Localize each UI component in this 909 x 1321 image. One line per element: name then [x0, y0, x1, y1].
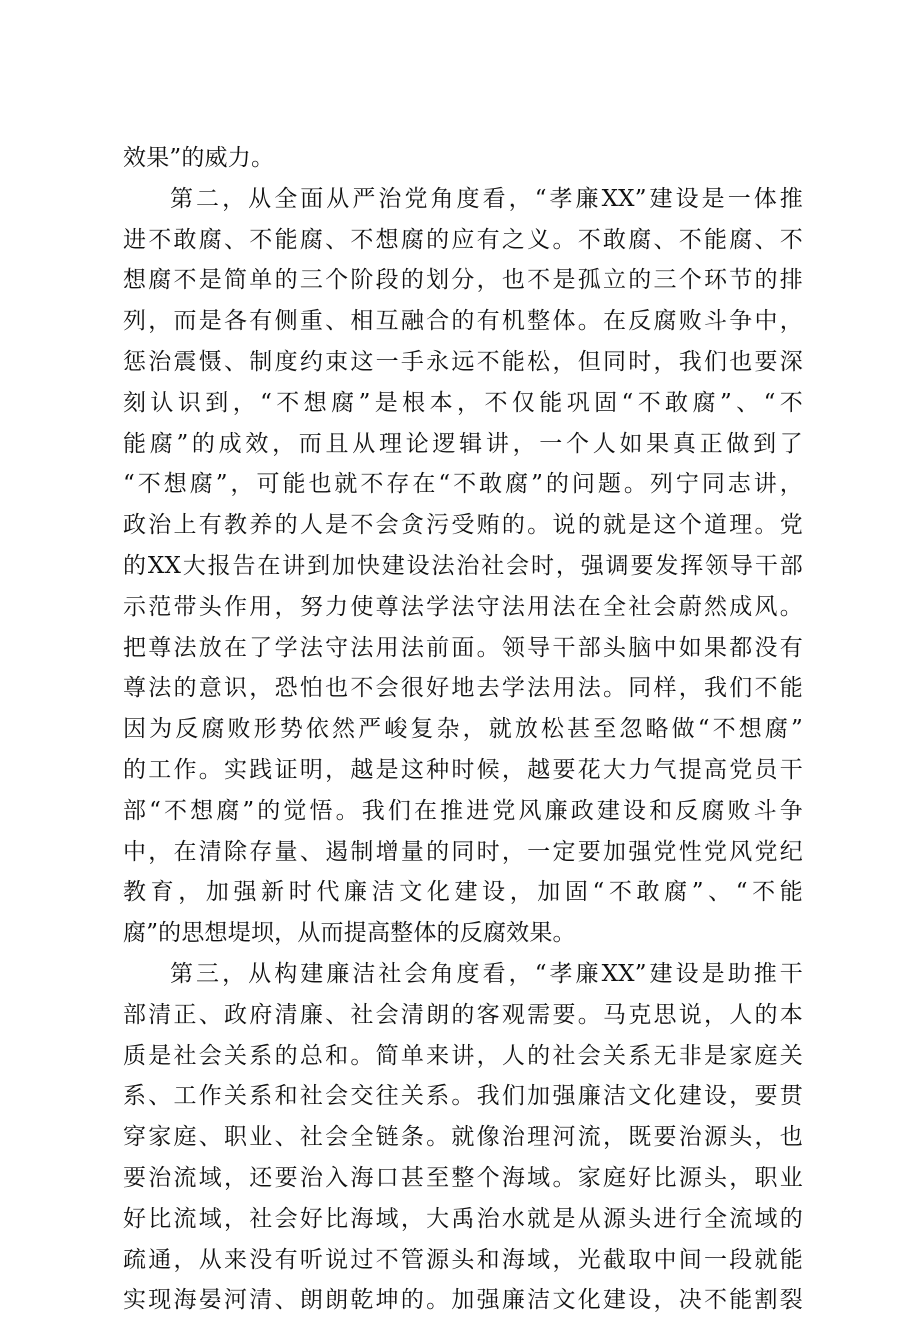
text-line: 尊法的意识，恐怕也不会很好地去学法用法。同样，我们不能 [123, 675, 803, 702]
text-line: 能腐”的成效，而且从理论逻辑讲，一个人如果真正做到了 [123, 430, 803, 457]
text-line: 效果”的威力。 [123, 145, 275, 171]
text-line: 腐”的思想堤坝，从而提高整体的反腐效果。 [123, 920, 576, 947]
text-line: 刻认识到，“不想腐”是根本，不仅能巩固“不敢腐”、“不 [123, 389, 803, 416]
text-line: 好比流域，社会好比海域，大禹治水就是从源头进行全流域的 [123, 1205, 803, 1232]
text-line: 中，在清除存量、遏制增量的同时，一定要加强党性党风党纪 [123, 838, 803, 865]
text-line: 列，而是各有侧重、相互融合的有机整体。在反腐败斗争中， [123, 308, 803, 335]
text-line: 第三，从构建廉洁社会角度看，“孝廉XX”建设是助推干 [170, 960, 803, 987]
text-line: 把尊法放在了学法守法用法前面。领导干部头脑中如果都没有 [123, 634, 803, 661]
text-line: 实现海晏河清、朗朗乾坤的。加强廉洁文化建设，决不能割裂 [123, 1287, 803, 1314]
text-line: 想腐不是简单的三个阶段的划分，也不是孤立的三个环节的排 [123, 267, 803, 294]
text-line: 质是社会关系的总和。简单来讲，人的社会关系无非是家庭关 [123, 1042, 803, 1069]
text-line: 政治上有教养的人是不会贪污受贿的。说的就是这个道理。党 [123, 512, 803, 539]
text-line: 穿家庭、职业、社会全链条。就像治理河流，既要治源头，也 [123, 1124, 803, 1151]
text-line: 因为反腐败形势依然严峻复杂，就放松甚至忽略做“不想腐” [123, 716, 803, 743]
text-line: 部清正、政府清廉、社会清朗的客观需要。马克思说，人的本 [123, 1001, 803, 1028]
text-line: 示范带头作用，努力使尊法学法守法用法在全社会蔚然成风。 [123, 593, 803, 620]
body-text [123, 138, 803, 1321]
text-line: 系、工作关系和社会交往关系。我们加强廉洁文化建设，要贯 [123, 1083, 803, 1110]
text-line: 要治流域，还要治入海口甚至整个海域。家庭好比源头，职业 [123, 1164, 803, 1191]
text-line: 的XX大报告在讲到加快建设法治社会时，强调要发挥领导干部 [123, 552, 803, 579]
text-line: 第二，从全面从严治党角度看，“孝廉XX”建设是一体推 [170, 185, 803, 212]
text-line: 的工作。实践证明，越是这种时候，越要花大力气提高党员干 [123, 756, 803, 783]
text-line: 进不敢腐、不能腐、不想腐的应有之义。不敢腐、不能腐、不 [123, 226, 803, 253]
text-line: 惩治震慑、制度约束这一手永远不能松，但同时，我们也要深 [123, 348, 803, 375]
text-line: 疏通，从来没有听说过不管源头和海域，光截取中间一段就能 [123, 1246, 803, 1273]
text-line: 教育，加强新时代廉洁文化建设，加固“不敢腐”、“不能 [123, 879, 803, 906]
text-line: “不想腐”，可能也就不存在“不敢腐”的问题。列宁同志讲， [123, 471, 803, 498]
text-line: 部“不想腐”的觉悟。我们在推进党风廉政建设和反腐败斗争 [123, 797, 803, 824]
